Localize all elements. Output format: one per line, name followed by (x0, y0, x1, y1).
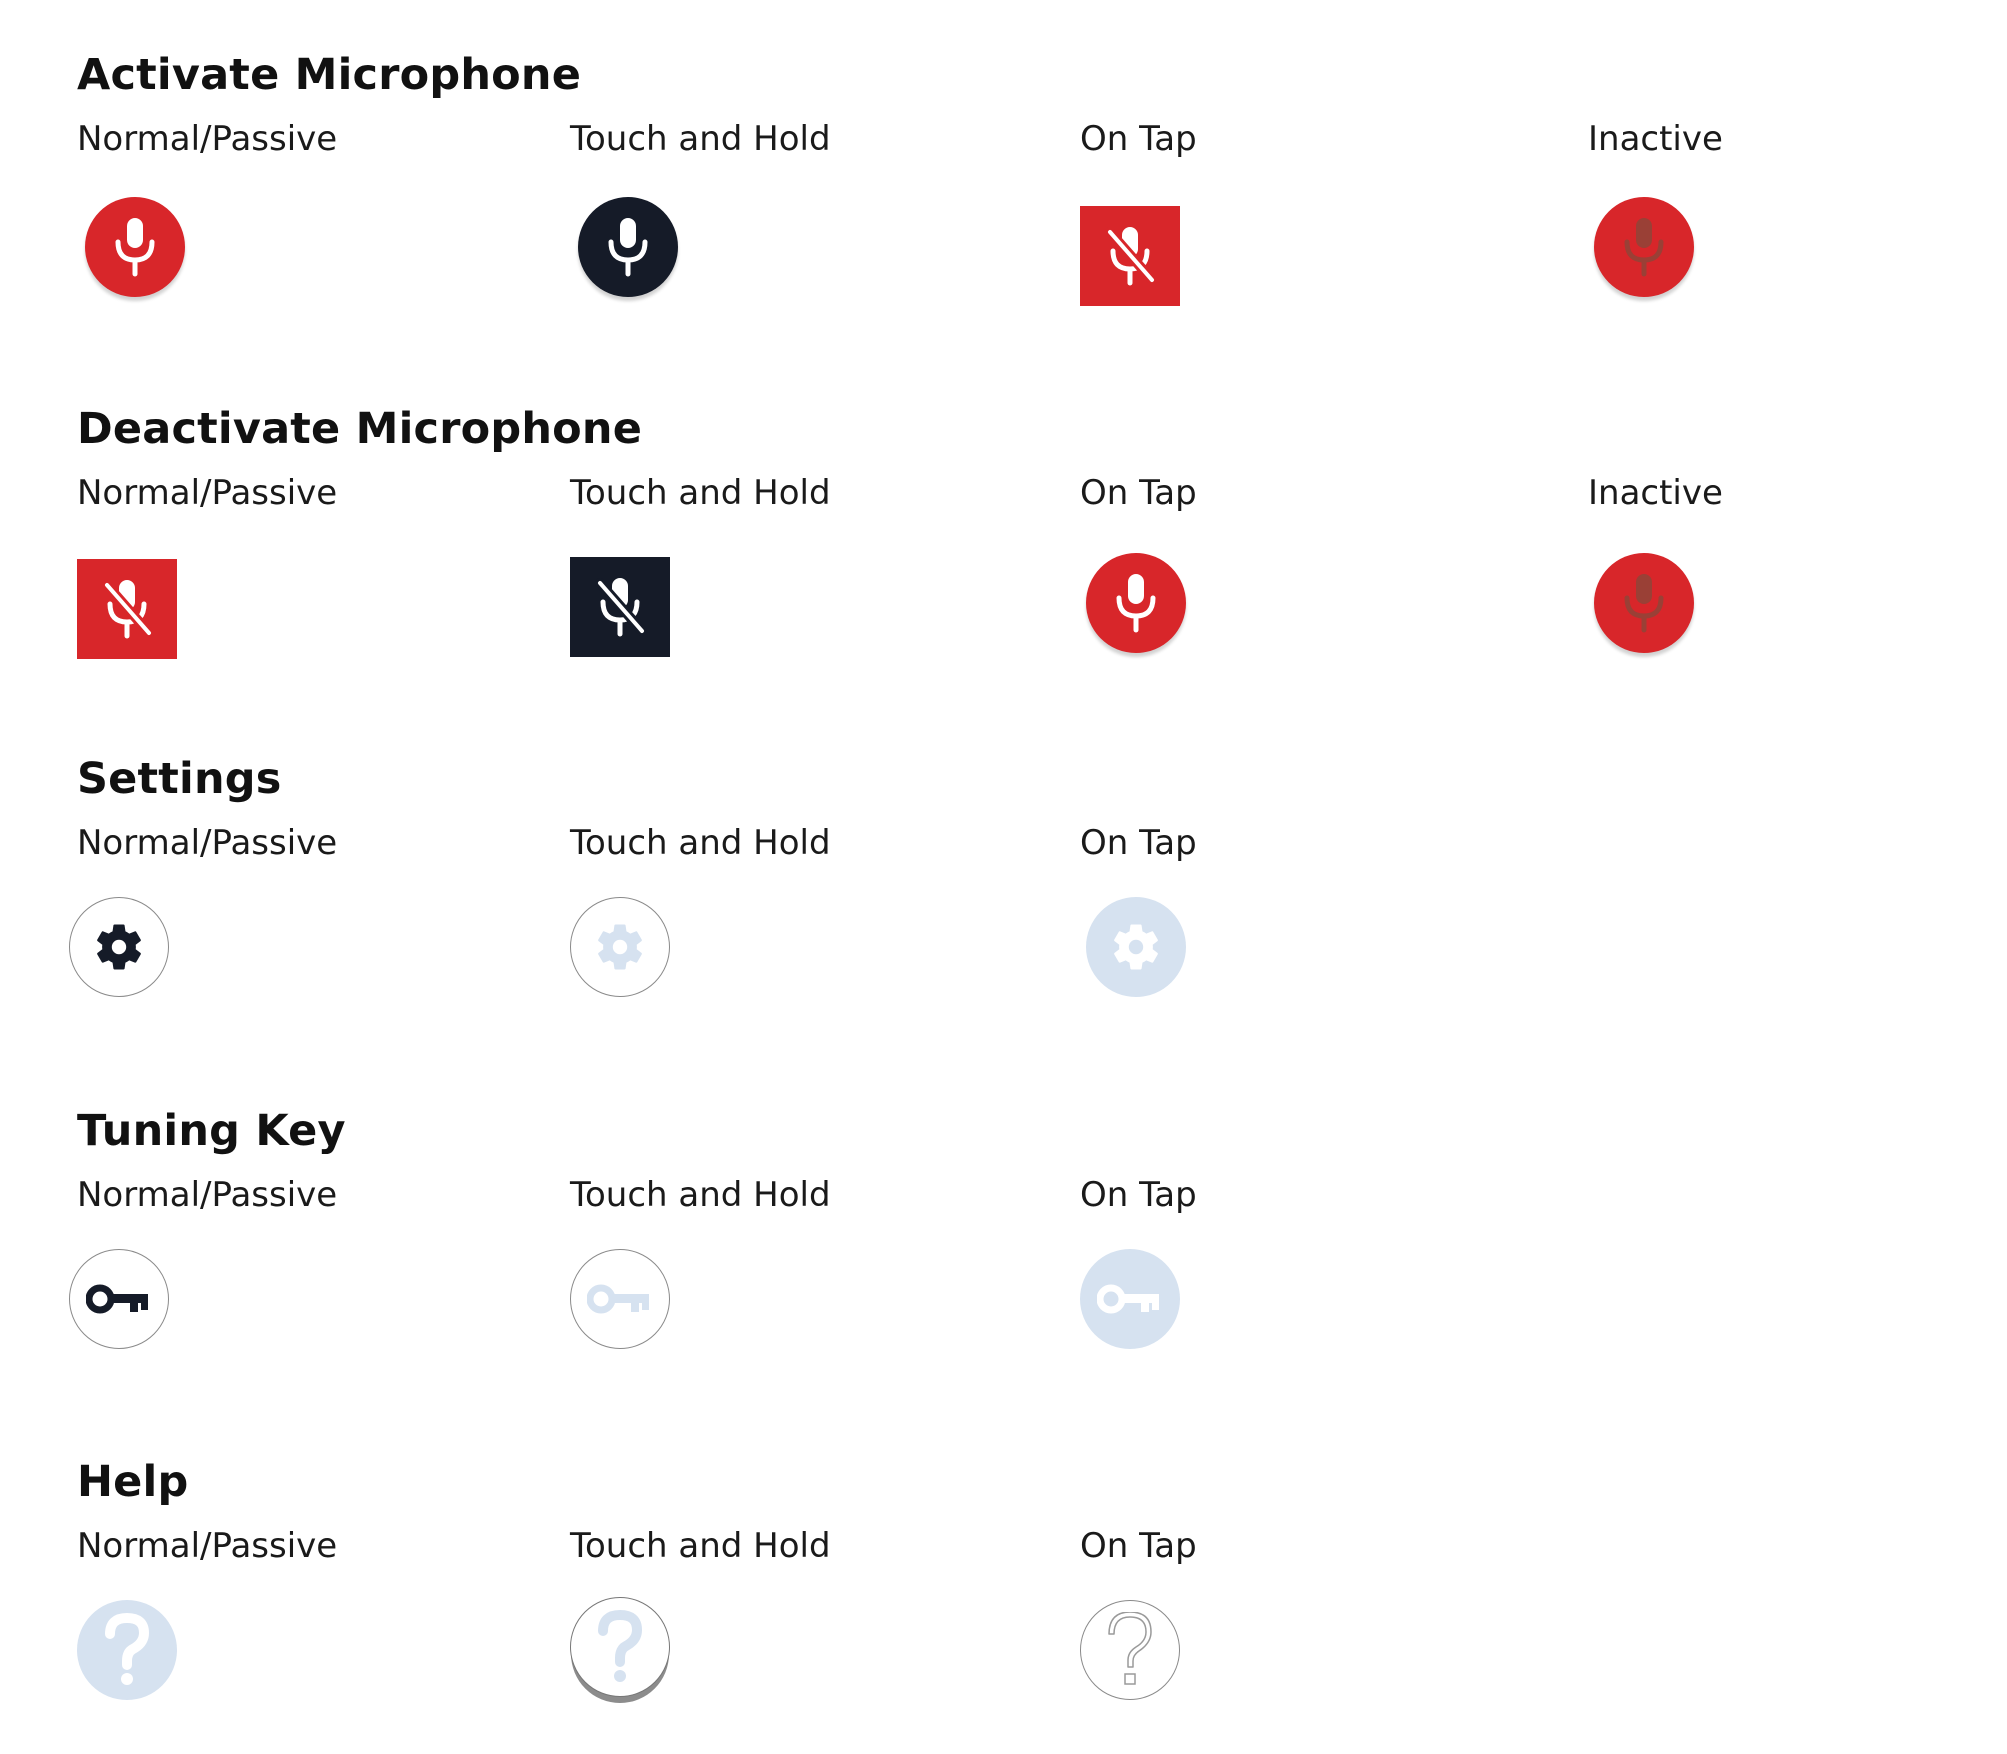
state-label: Touch and Hold (570, 1526, 831, 1566)
state-on-tap (1080, 354, 1540, 684)
state-inactive (1588, 354, 2007, 684)
microphone-icon (603, 216, 653, 278)
state-label: On Tap (1080, 1526, 1197, 1566)
section-help (0, 1407, 2007, 1737)
state-touch-and-hold (570, 354, 1030, 684)
state-normal-passive (77, 0, 537, 330)
activate-mic-inactive-button[interactable] (1594, 197, 1694, 297)
microphone-icon (1619, 216, 1669, 278)
state-label: Normal/Passive (77, 119, 338, 159)
state-on-tap (1080, 0, 1540, 330)
section-title: Activate Microphone (77, 50, 582, 100)
state-label: Inactive (1588, 119, 1723, 159)
settings-hold-button[interactable] (570, 897, 670, 997)
gear-icon (1109, 920, 1163, 974)
tuning-key-hold-button[interactable] (570, 1249, 670, 1349)
state-label: Normal/Passive (77, 1526, 338, 1566)
tuning-key-normal-button[interactable] (69, 1249, 169, 1349)
state-label: On Tap (1080, 119, 1197, 159)
state-label: Inactive (1588, 473, 1723, 513)
microphone-off-icon (590, 575, 650, 639)
activate-mic-normal-button[interactable] (85, 197, 185, 297)
state-label: Touch and Hold (570, 473, 831, 513)
state-label: Touch and Hold (570, 119, 831, 159)
state-touch-and-hold (570, 0, 1030, 330)
section-title: Deactivate Microphone (77, 404, 643, 454)
key-icon (1097, 1281, 1163, 1317)
state-label: On Tap (1080, 473, 1197, 513)
state-label: Touch and Hold (570, 823, 831, 863)
microphone-off-icon (97, 577, 157, 641)
tuning-key-tap-button[interactable] (1080, 1249, 1180, 1349)
state-normal-passive (77, 1056, 537, 1386)
section-title: Tuning Key (77, 1106, 346, 1156)
state-normal-passive (77, 354, 537, 684)
section-tuning-key (0, 1056, 2007, 1386)
gear-icon (92, 920, 146, 974)
microphone-icon (1111, 572, 1161, 634)
help-tap-button[interactable] (1080, 1600, 1180, 1700)
help-hold-button[interactable] (570, 1597, 670, 1697)
activate-mic-tap-button[interactable] (1080, 206, 1180, 306)
microphone-icon (1619, 572, 1669, 634)
microphone-off-icon (1100, 224, 1160, 288)
deactivate-mic-normal-button[interactable] (77, 559, 177, 659)
state-normal-passive (77, 704, 537, 1034)
state-on-tap (1080, 1407, 1540, 1737)
section-deactivate-microphone (0, 354, 2007, 684)
gear-icon (593, 920, 647, 974)
state-on-tap (1080, 704, 1540, 1034)
question-mark-icon (102, 1612, 152, 1688)
state-label: On Tap (1080, 1175, 1197, 1215)
state-label: Touch and Hold (570, 1175, 831, 1215)
deactivate-mic-tap-button[interactable] (1086, 553, 1186, 653)
deactivate-mic-inactive-button[interactable] (1594, 553, 1694, 653)
state-label: Normal/Passive (77, 823, 338, 863)
help-normal-button[interactable] (77, 1600, 177, 1700)
question-mark-icon (1105, 1612, 1155, 1688)
section-title: Help (77, 1457, 189, 1507)
state-label: On Tap (1080, 823, 1197, 863)
state-label: Normal/Passive (77, 1175, 338, 1215)
deactivate-mic-hold-button[interactable] (570, 557, 670, 657)
state-touch-and-hold (570, 704, 1030, 1034)
settings-tap-button[interactable] (1086, 897, 1186, 997)
question-mark-icon (595, 1609, 645, 1685)
section-title: Settings (77, 754, 282, 804)
section-activate-microphone (0, 0, 2007, 330)
state-touch-and-hold (570, 1056, 1030, 1386)
section-settings (0, 704, 2007, 1034)
state-label: Normal/Passive (77, 473, 338, 513)
activate-mic-hold-button[interactable] (578, 197, 678, 297)
state-inactive (1588, 0, 2007, 330)
microphone-icon (110, 216, 160, 278)
state-touch-and-hold (570, 1407, 1030, 1737)
state-normal-passive (77, 1407, 537, 1737)
state-on-tap (1080, 1056, 1540, 1386)
key-icon (86, 1281, 152, 1317)
key-icon (587, 1281, 653, 1317)
settings-normal-button[interactable] (69, 897, 169, 997)
